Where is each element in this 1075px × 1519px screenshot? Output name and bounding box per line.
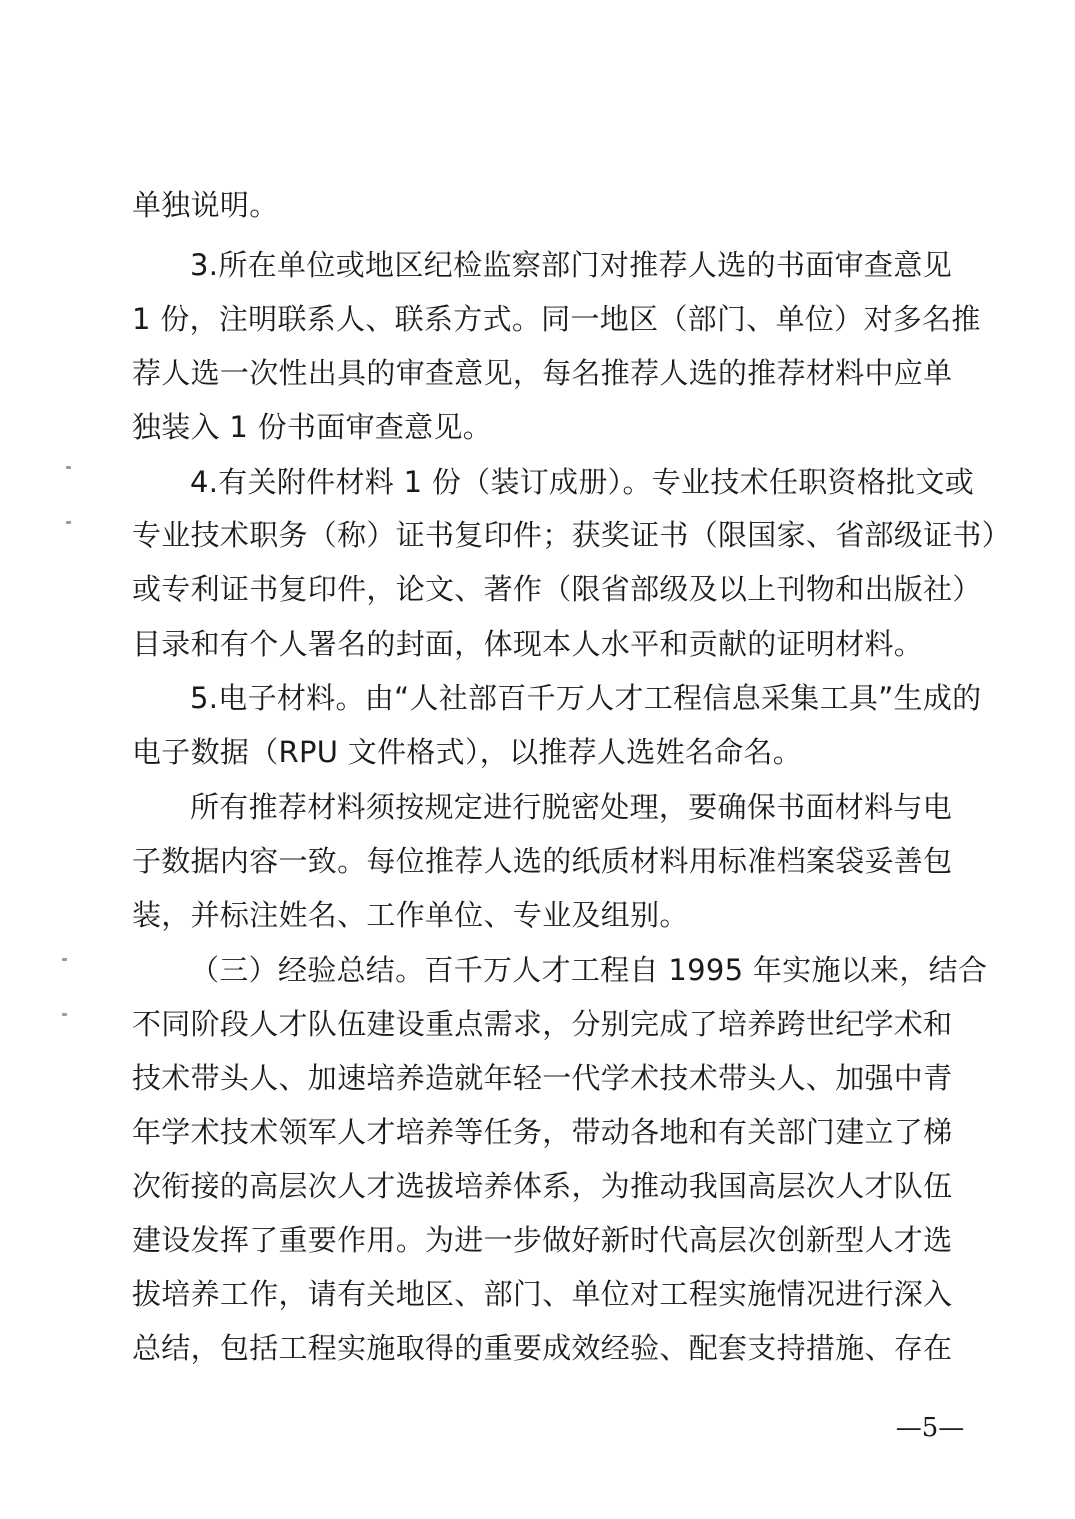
text-line-18: 年学术技术领军人才培养等任务，带动各地和有关部门建立了梯	[132, 1115, 953, 1149]
text-line-9: 目录和有个人署名的封面，体现本人水平和贡献的证明材料。	[132, 627, 924, 661]
text-line-3: 1 份，注明联系人、联系方式。同一地区（部门、单位）对多名推	[132, 302, 981, 336]
text-line-2: 3.所在单位或地区纪检监察部门对推荐人选的书面审查意见	[190, 248, 952, 282]
text-line-5: 独装入 1 份书面审查意见。	[132, 410, 493, 444]
scan-speck	[66, 466, 71, 469]
text-line-8: 或专利证书复印件，论文、著作（限省部级及以上刊物和出版社）	[132, 572, 982, 606]
scan-speck	[66, 521, 71, 524]
text-line-16: 不同阶段人才队伍建设重点需求，分别完成了培养跨世纪学术和	[132, 1007, 953, 1041]
text-line-20: 建设发挥了重要作用。为进一步做好新时代高层次创新型人才选	[132, 1223, 953, 1257]
text-line-7: 专业技术职务（称）证书复印件；获奖证书（限国家、省部级证书）	[132, 518, 1012, 552]
text-line-15: （三）经验总结。百千万人才工程自 1995 年实施以来，结合	[190, 953, 988, 987]
page-number: —5—	[895, 1413, 965, 1443]
scan-speck	[62, 958, 67, 961]
text-line-10: 5.电子材料。由“人社部百千万人才工程信息采集工具”生成的	[190, 681, 982, 715]
text-line-17: 技术带头人、加速培养造就年轻一代学术技术带头人、加强中青	[132, 1061, 953, 1095]
text-line-4: 荐人选一次性出具的审查意见，每名推荐人选的推荐材料中应单	[132, 356, 953, 390]
text-line-11: 电子数据（RPU 文件格式），以推荐人选姓名命名。	[132, 735, 803, 769]
text-line-12: 所有推荐材料须按规定进行脱密处理，要确保书面材料与电	[190, 790, 952, 824]
scan-speck	[62, 1013, 67, 1016]
text-line-1: 单独说明。	[132, 188, 279, 222]
text-line-14: 装，并标注姓名、工作单位、专业及组别。	[132, 898, 689, 932]
text-line-19: 次衔接的高层次人才选拔培养体系，为推动我国高层次人才队伍	[132, 1169, 953, 1203]
text-line-6: 4.有关附件材料 1 份（装订成册）。专业技术任职资格批文或	[190, 465, 975, 499]
text-line-21: 拔培养工作，请有关地区、部门、单位对工程实施情况进行深入	[132, 1277, 953, 1311]
text-line-13: 子数据内容一致。每位推荐人选的纸质材料用标准档案袋妥善包	[132, 844, 953, 878]
text-line-22: 总结，包括工程实施取得的重要成效经验、配套支持措施、存在	[132, 1331, 953, 1365]
